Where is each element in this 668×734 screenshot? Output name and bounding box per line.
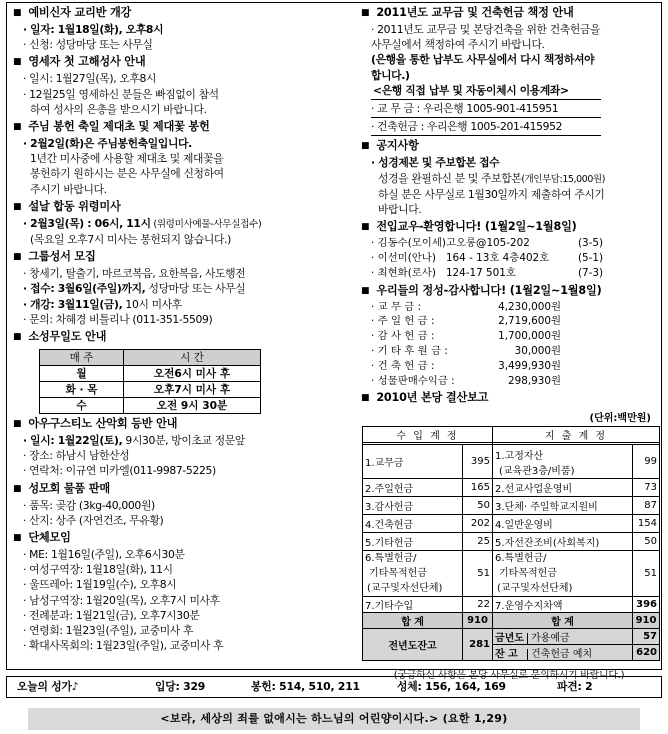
info-line: 사무실에서 책정하여 주시기 바랍니다. — [371, 38, 545, 52]
table-row: 6.특별헌금/ 기타목적헌금 (교구및자선단체) 51 6.특별헌금/ 기타목적헌금 (교구및자선단체) 51 — [363, 551, 660, 597]
section-title: ■ 전입교우-환영합니다! (1월2일~1월8일) — [361, 219, 657, 236]
table-row: · 이선미(안나) 164 - 13호 4층402호 (5-1) — [371, 252, 604, 265]
table-row: · 건 축 헌 금 : 3,499,930원 — [371, 359, 561, 372]
info-line: 성경을 완필하신 분 및 주보합본(개인부담:15,000원) — [378, 171, 606, 185]
bible-group-section — [13, 249, 348, 327]
table-row: · 성물판매수익금 : 298,930원 — [371, 374, 561, 387]
table-header: 수 입 계 정 — [363, 427, 493, 443]
section-title: ■ 단체모임 — [13, 530, 348, 547]
table-row: 5.기타헌금 25 5.자선잔조비(사회복지) 50 — [363, 533, 660, 551]
table-header: 지 출 계 정 — [493, 427, 660, 443]
welcome-section — [361, 219, 657, 280]
info-line: · 연락처: 이규연 미카엘(011-9987-5225) — [23, 464, 216, 478]
table-cell: 오후7시 미사 후 — [124, 382, 261, 398]
info-line: 하여 성사의 은총을 받으시기 바랍니다. — [30, 102, 207, 116]
section-title: ■ 소성무일도 안내 — [13, 329, 348, 346]
hymn-recessional: 파견: 2 — [557, 680, 593, 693]
newcomer-table — [371, 236, 603, 280]
table-row: 2.주일헌금 165 2.선교사업운영비 73 — [363, 479, 660, 497]
table-row: 1.교무금 395 1.고정자산 (교육관3층/비품) 99 — [363, 445, 660, 479]
group-meetings-section — [13, 530, 348, 653]
table-header: 매 주 — [40, 350, 124, 366]
divider — [371, 135, 601, 136]
section-title: ■ 2010년 본당 결산보고 — [361, 390, 657, 407]
info-line: 하실 분은 사무실로 1월30일까지 제출하여 주시기 — [378, 187, 605, 201]
table-row: · 교 무 금 : 4,230,000원 — [371, 300, 561, 313]
info-line: 바랍니다. — [378, 203, 422, 217]
liturgy-hours-section — [13, 329, 348, 414]
table-cell: 수 — [40, 398, 124, 414]
info-line: · 창세기, 탈출기, 마르코복음, 요한복음, 사도행전 — [23, 267, 246, 281]
info-line: · 접수: 3월6일(주일)까지, 성당마당 또는 사무실 — [23, 282, 246, 296]
account-line: · 건축헌금 : 우리은행 1005-201-415952 — [371, 120, 563, 134]
table-cell: 오전6시 미사 후 — [124, 366, 261, 382]
list-item: · 확대사목회의: 1월23일(주일), 교중미사 후 — [23, 639, 224, 653]
section-title: ■ 영세자 첫 고해성사 안내 — [13, 54, 348, 71]
info-line: · 일시: 1월27일(목), 오후8시 — [23, 72, 157, 86]
info-line: <은행 직접 납부 및 자동이체시 이용계좌> — [373, 83, 569, 97]
info-line: · 신청: 성당마당 또는 사무실 — [23, 38, 153, 52]
hymn-bar — [6, 676, 662, 698]
catechumen-section — [13, 5, 348, 52]
bulletin-page — [6, 2, 662, 682]
section-title: ■ 성모회 물품 판매 — [13, 481, 348, 498]
notice-section — [361, 138, 657, 217]
info-line: · 2월3일(목) : 06시, 11시 (위령미사예물-사무실접수) — [23, 216, 262, 230]
account-line: · 교 무 금 : 우리은행 1005-901-415951 — [371, 102, 559, 116]
table-row: 7.기타수입 22 7.운영수지차액 396 — [363, 597, 660, 613]
hymn-communion: 성체: 156, 164, 169 — [397, 680, 506, 693]
info-line: 합니다.) — [371, 68, 410, 82]
list-item: · 남성구역장: 1월20일(목), 오후7시 미사후 — [23, 593, 220, 607]
table-header: 시 간 — [124, 350, 261, 366]
info-line: · 일시: 1월22일(토), 9시30분, 방이초교 정문앞 — [23, 434, 245, 448]
table-row: · 주 일 헌 금 : 2,719,600원 — [371, 315, 561, 328]
section-title: ■ 그룹성서 모집 — [13, 249, 348, 266]
offering-section — [361, 283, 657, 389]
hymn-offertory: 봉헌: 514, 510, 211 — [251, 680, 360, 693]
info-line: · 성경제본 및 주보합본 접수 — [371, 156, 500, 170]
section-title: ■ 우리들의 정성-감사합니다! (1월2일~1월8일) — [361, 283, 657, 300]
table-row: 4.건축헌금 202 4.일반운영비 154 — [363, 515, 660, 533]
table-cell: 오전 9시 30분 — [124, 398, 261, 414]
section-title: ■ 공지사항 — [361, 138, 657, 155]
table-cell: 화 · 목 — [40, 382, 124, 398]
section-title: ■ 아우구스티노 산악회 등반 안내 — [13, 416, 348, 433]
info-line: · 일자: 1월18일(화), 오후8시 — [23, 23, 164, 36]
info-line: · 품목: 곶감 (3kg-40,000원) — [23, 498, 155, 512]
info-line: 주시기 바랍니다. — [30, 182, 107, 196]
balance-row: 잔 고 건축헌금 예치 620 — [363, 645, 660, 661]
hymn-entry: 입당: 329 — [155, 680, 206, 693]
list-item: · 연령회: 1월23일(주일), 교중미사 후 — [23, 624, 194, 638]
left-column — [13, 5, 348, 655]
dues-section — [361, 5, 657, 136]
info-line: · 2011년도 교무금 및 본당건축을 위한 건축헌금을 — [371, 23, 601, 36]
divider — [371, 117, 601, 118]
section-title: ■ 설날 합동 위령미사 — [13, 199, 348, 216]
info-line: (목요일 오후7시 미사는 봉헌되지 않습니다.) — [30, 233, 232, 247]
info-line: · 문의: 차혜경 비틀리나 (011-351-5509) — [23, 312, 213, 326]
info-line: · 개강: 3월11일(금), 10시 미사후 — [23, 297, 182, 311]
section-title: ■ 예비신자 교리반 개강 — [13, 5, 348, 22]
offering-table — [371, 300, 561, 389]
list-item: · ME: 1월16일(주일), 오후6시30분 — [23, 548, 185, 562]
liturgy-table — [39, 349, 261, 414]
balance-row: 전년도잔고 281 금년도 가용예금 57 — [363, 629, 660, 645]
table-cell: 월 — [40, 366, 124, 382]
scripture-verse: <보라, 세상의 죄를 없애시는 하느님의 어린양이시다.> (요한 1,29) — [28, 708, 640, 730]
info-line: (은행을 통한 납부도 사무실에서 다시 책정하셔야 — [371, 53, 595, 67]
first-confession-section — [13, 54, 348, 117]
sale-section — [13, 481, 348, 528]
info-line: 1년간 미사중에 사용할 제대초 및 제대꽃을 — [30, 152, 224, 166]
total-row: 합 계 910 합 계 910 — [363, 613, 660, 629]
info-line: · 2월2일(화)은 주님봉헌축일입니다. — [23, 137, 192, 151]
info-line: · 산지: 상주 (자연건조, 무유황) — [23, 513, 164, 527]
table-row: · 감 사 헌 금 : 1,700,000원 — [371, 330, 561, 343]
info-line: · 12월25일 영세하신 분들은 빠짐없이 참석 — [23, 87, 219, 101]
info-line: 봉헌하기 원하시는 분은 사무실에 신청하여 — [30, 167, 224, 181]
section-title: ■ 2011년도 교무금 및 건축헌금 책정 안내 — [361, 5, 657, 22]
unit-label: (단위:백만원) — [589, 413, 651, 425]
list-item: · 여성구역장: 1월18일(화), 11시 — [23, 563, 173, 577]
table-row: · 김동수(모이세) 고오롱@105-202 (3-5) — [371, 237, 604, 250]
inquiry-note: (궁금하신 사항은 본당 사무실로 문의하시기 바랍니다.) — [393, 670, 625, 682]
right-column — [361, 5, 657, 683]
hiking-club-section — [13, 416, 348, 479]
divider — [371, 99, 601, 100]
table-row: · 최현화(로사) 124-17 501호 (7-3) — [371, 266, 604, 279]
list-item: · 울뜨레아: 1월19일(수), 오후8시 — [23, 578, 177, 592]
candle-offering-section — [13, 119, 348, 197]
list-item: · 전례분과: 1월21일(금), 오후7시30분 — [23, 608, 200, 622]
settlement-section — [361, 390, 657, 681]
section-title: ■ 주님 봉헌 축일 제대초 및 제대꽃 봉헌 — [13, 119, 348, 136]
info-line: · 장소: 하남시 남한산성 — [23, 449, 130, 463]
table-row: 3.감사헌금 50 3.단체· 주일학교지원비 87 — [363, 497, 660, 515]
memorial-mass-section — [13, 199, 348, 247]
hymn-label: 오늘의 성가♪ — [17, 680, 79, 693]
settlement-table — [362, 426, 660, 661]
table-row: · 기 타 후 원 금 : 30,000원 — [371, 345, 561, 358]
